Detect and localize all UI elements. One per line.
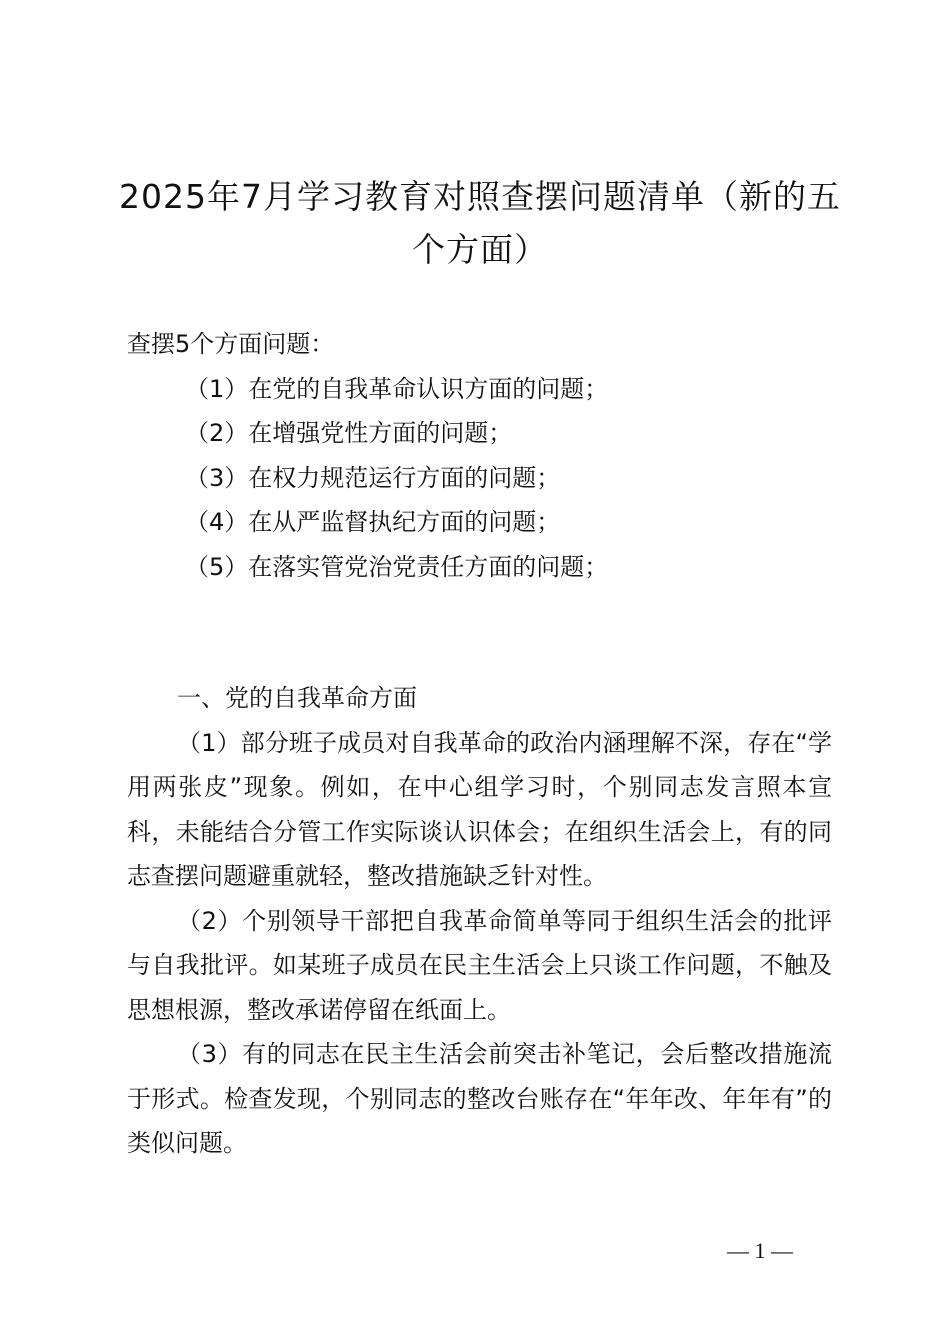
intro-item: （2）在增强党性方面的问题； (185, 419, 513, 447)
body-paragraph: （2）个别领导干部把自我革命简单等同于组织生活会的批评与自我批评。如某班子成员在民主生活会上只谈工作问题，不触及思想根源，整改承诺停留在纸面上。 (127, 906, 832, 1024)
section-body (127, 676, 832, 1166)
body-paragraph: （3）有的同志在民主生活会前突击补笔记，会后整改措施流于形式。检查发现，个别同志的整改台账存在“年年改、年年有”的类似问题。 (127, 1040, 832, 1157)
intro-block (127, 322, 827, 589)
intro-item: （3）在权力规范运行方面的问题； (185, 463, 561, 492)
page-number: — 1 — (727, 1238, 793, 1263)
intro-heading: 查摆5个方面问题： (127, 330, 335, 358)
intro-item: （5）在落实管党治党责任方面的问题； (185, 552, 609, 581)
intro-item: （4）在从严监督执纪方面的问题； (185, 508, 561, 536)
intro-item: （1）在党的自我革命认识方面的问题； (185, 374, 609, 403)
page-title: 2025年7月学习教育对照查摆问题清单（新的五个方面） (119, 177, 841, 269)
body-paragraph: （1）部分班子成员对自我革命的政治内涵理解不深，存在“学用两张皮”现象。例如，在中心组学习时，个别同志发言照本宣科，未能结合分管工作实际谈认识体会；在组织生活会上，有的同志查摆问题避重就轻，整改措施缺乏针对性。 (127, 728, 832, 890)
section-heading: 一、党的自我革命方面 (177, 684, 417, 712)
